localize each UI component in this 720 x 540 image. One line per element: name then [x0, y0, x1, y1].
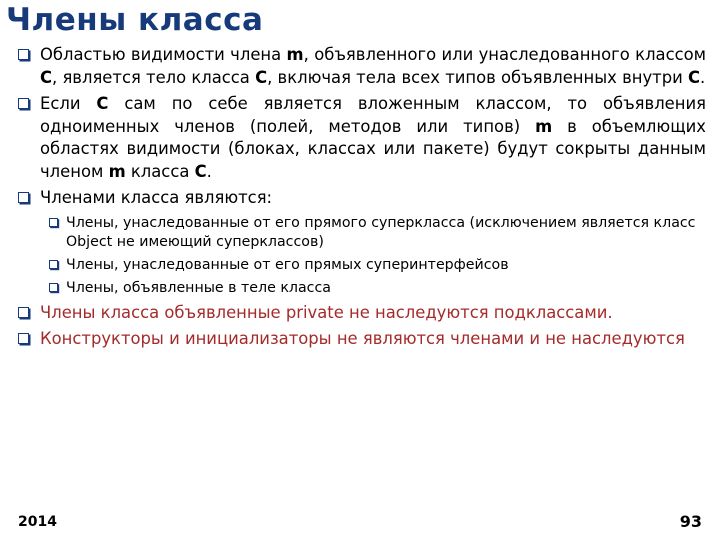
square-bullet-icon — [18, 49, 29, 60]
square-bullet-icon — [18, 307, 29, 318]
sub-item-text: Члены, унаследованные от его прямого суперкласса (исключением является класс Object не имеющий суперклассов) — [66, 214, 696, 250]
sub-item-text: Члены, унаследованные от его прямых суперинтерфейсов — [66, 256, 509, 273]
bullet-item-constructors — [16, 328, 706, 351]
sub-bullet-item — [16, 214, 706, 252]
bold-term: С — [194, 161, 207, 181]
text-part: , объявленного или унаследованного классом — [303, 45, 707, 64]
footer-year: 2014 — [18, 514, 57, 530]
square-bullet-icon — [49, 283, 58, 292]
item-text: Членами класса являются: — [40, 188, 273, 207]
text-part: Если — [40, 94, 97, 113]
text-part: в объемлющих областях видимости (блоках, классах или пакете) будут сокрыты данным членом — [40, 116, 707, 181]
slide-content — [16, 44, 706, 355]
sub-bullet-item — [16, 256, 706, 275]
text-part: . — [700, 67, 706, 87]
sub-bullet-item — [16, 279, 706, 298]
bullet-item-private — [16, 302, 706, 325]
slide-title: Члены класса — [6, 2, 264, 38]
square-bullet-icon — [49, 260, 58, 269]
bold-term: С — [687, 67, 701, 87]
sub-item-text: Члены, объявленные в теле класса — [66, 279, 331, 296]
square-bullet-icon — [18, 192, 29, 203]
page-number: 93 — [679, 512, 702, 531]
bold-term: С — [96, 94, 109, 113]
text-part: , включая тела всех типов объявленных внутри — [267, 67, 688, 87]
text-part: Областью видимости члена — [40, 45, 287, 64]
bullet-item-scope — [16, 44, 706, 89]
bold-term: С — [255, 67, 268, 87]
item-text: Конструкторы и инициализаторы не являются членами и не наследуются — [40, 329, 685, 348]
bullet-item-nested — [16, 93, 706, 183]
text-part: , является тело класса — [52, 67, 256, 87]
bold-term: m — [535, 116, 553, 136]
bullet-item-members — [16, 187, 706, 210]
square-bullet-icon — [18, 333, 29, 344]
bold-term: m — [286, 45, 304, 64]
square-bullet-icon — [18, 98, 29, 109]
square-bullet-icon — [49, 218, 58, 227]
item-text: Члены класса объявленные private не наследуются подклассами. — [40, 302, 613, 322]
bold-term: С — [40, 67, 53, 87]
text-part: . — [206, 161, 212, 181]
text-part: сам по себе является вложенным классом, то объявления одноименных членов (полей, методов или типов) — [40, 94, 706, 136]
bold-term: m — [108, 161, 126, 181]
text-part: класса — [125, 161, 195, 181]
